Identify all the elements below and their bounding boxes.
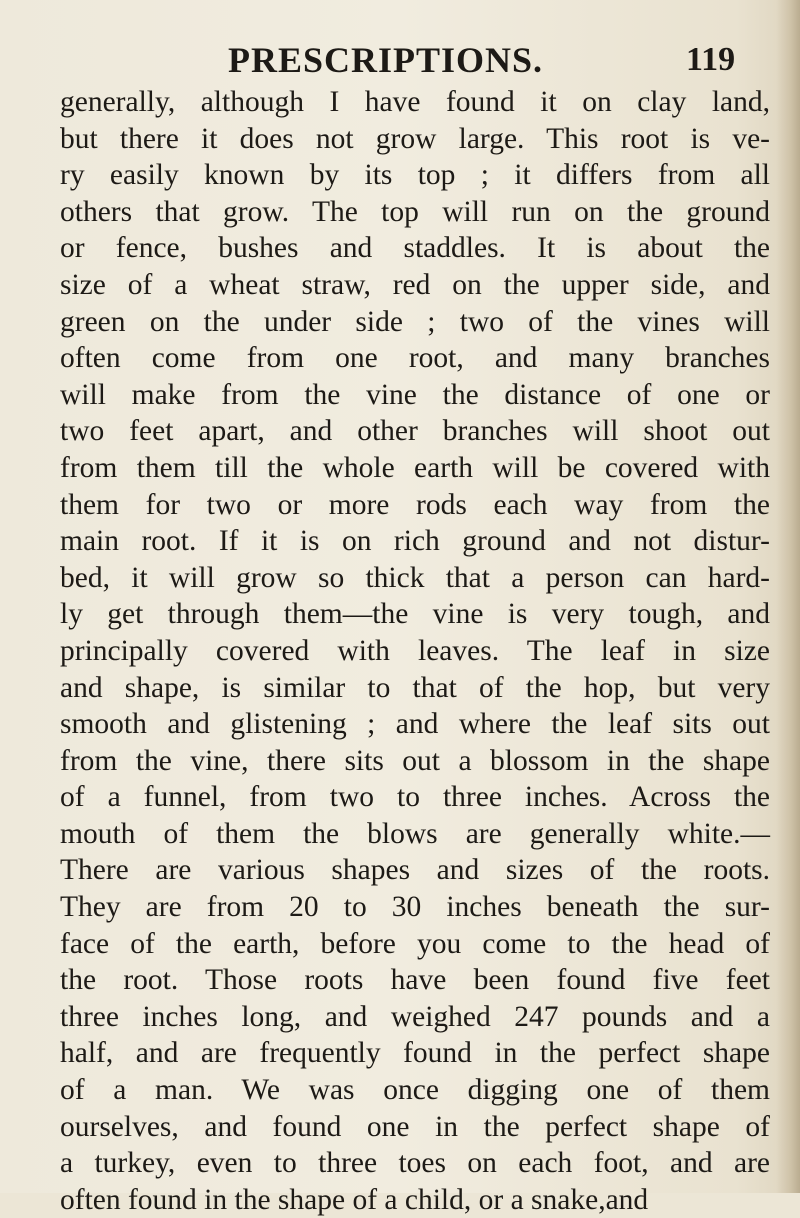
text-line: three inches long, and weighed 247 pounds and a (60, 1000, 770, 1033)
text-line: from them till the whole earth will be covered with (60, 451, 770, 484)
text-line: half, and are frequently found in the perfect shape (60, 1037, 770, 1070)
text-line: mouth of them the blows are generally white.— (60, 817, 770, 850)
text-line: green on the under side ; two of the vines will (60, 305, 770, 338)
running-head: PRESCRIPTIONS. (228, 40, 544, 80)
text-line: of a funnel, from two to three inches. Across the (60, 781, 770, 814)
text-line: will make from the vine the distance of one or (60, 378, 770, 411)
text-line: principally covered with leaves. The leaf in size (60, 634, 770, 667)
text-line: bed, it will grow so thick that a person can hard- (60, 561, 770, 594)
text-line: others that grow. The top will run on the ground (60, 195, 770, 228)
text-line: ourselves, and found one in the perfect shape of (60, 1110, 770, 1143)
page-number: 119 (686, 41, 736, 78)
text-line: main root. If it is on rich ground and not distur- (60, 525, 770, 558)
text-line: a turkey, even to three toes on each foot, and are (60, 1147, 770, 1180)
text-line: often found in the shape of a child, or a snake,and (60, 1183, 649, 1216)
text-line: generally, although I have found it on clay land, (60, 86, 770, 118)
text-line: of a man. We was once digging one of them (60, 1074, 770, 1107)
text-line: ly get through them—the vine is very tough, and (60, 598, 770, 631)
page-edge-shadow (776, 0, 800, 1193)
text-line: ry easily known by its top ; it differs from all (60, 159, 770, 192)
text-line: from the vine, there sits out a blossom in the shape (60, 744, 770, 777)
text-line: There are various shapes and sizes of the roots. (60, 854, 770, 887)
text-line: two feet apart, and other branches will shoot out (60, 415, 770, 448)
text-line: the root. Those roots have been found five feet (60, 964, 770, 997)
text-line: them for two or more rods each way from the (60, 488, 770, 521)
text-line: but there it does not grow large. This root is ve- (60, 122, 770, 155)
text-line: and shape, is similar to that of the hop, but very (60, 671, 770, 704)
page-header (0, 36, 800, 84)
text-line: smooth and glistening ; and where the leaf sits out (60, 708, 770, 741)
body-text (60, 84, 770, 1218)
text-line: size of a wheat straw, red on the upper side, and (60, 268, 770, 301)
text-line: They are from 20 to 30 inches beneath the sur- (60, 891, 770, 924)
text-line: often come from one root, and many branches (60, 342, 770, 375)
text-line: face of the earth, before you come to the head of (60, 927, 770, 960)
text-line: or fence, bushes and staddles. It is about the (60, 232, 770, 265)
